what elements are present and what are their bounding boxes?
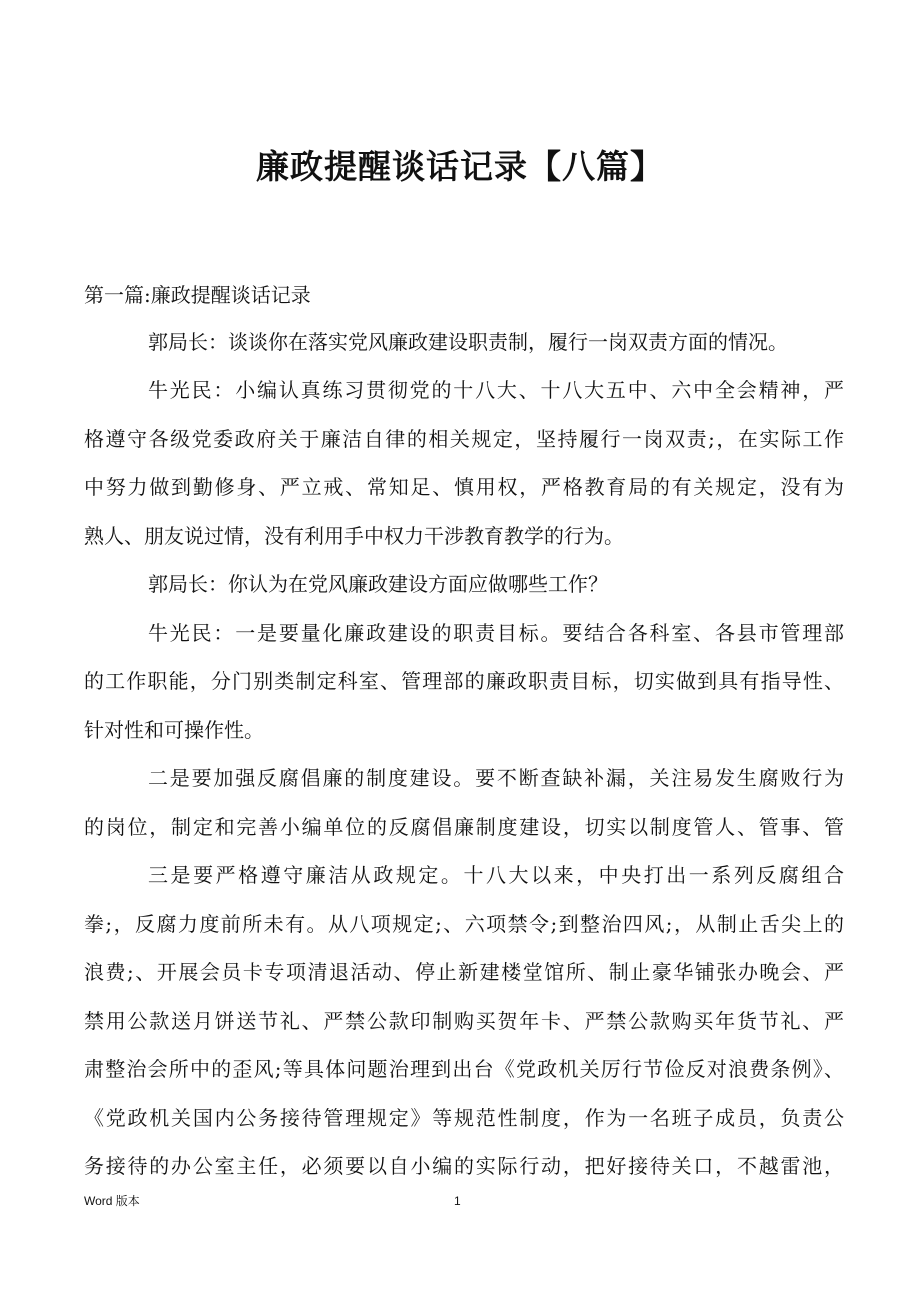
section-heading: 第一篇:廉政提醒谈话记录 bbox=[84, 283, 311, 307]
footer-label: Word 版本 bbox=[84, 1194, 140, 1208]
paragraph-line: 《党政机关国内公务接待管理规定》等规范性制度，作为一名班子成员，负责公 bbox=[84, 1106, 844, 1130]
paragraph-line: 肃整治会所中的歪风;等具体问题治理到出台《党政机关厉行节俭反对浪费条例》、 bbox=[84, 1057, 844, 1081]
paragraph-line: 务接待的办公室主任，必须要以自小编的实际行动，把好接待关口，不越雷池， bbox=[84, 1154, 844, 1178]
paragraph-line: 的岗位，制定和完善小编单位的反腐倡廉制度建设，切实以制度管人、管事、管 bbox=[84, 815, 844, 839]
paragraph-line: 针对性和可操作性。 bbox=[84, 718, 264, 742]
paragraph-line: 二是要加强反腐倡廉的制度建设。要不断查缺补漏，关注易发生腐败行为 bbox=[148, 766, 844, 790]
paragraph-line: 牛光民：小编认真练习贯彻党的十八大、十八大五中、六中全会精神，严 bbox=[148, 378, 844, 402]
paragraph-line: 格遵守各级党委政府关于廉洁自律的相关规定，坚持履行一岗双责;，在实际工作 bbox=[84, 427, 844, 451]
paragraph-line: 中努力做到勤修身、严立戒、常知足、慎用权，严格教育局的有关规定，没有为 bbox=[84, 475, 844, 499]
paragraph-line: 禁用公款送月饼送节礼、严禁公款印制购买贺年卡、严禁公款购买年货节礼、严 bbox=[84, 1009, 844, 1033]
paragraph-line: 郭局长：谈谈你在落实党风廉政建设职责制，履行一岗双责方面的情况。 bbox=[148, 330, 788, 354]
page-number: 1 bbox=[454, 1194, 461, 1208]
paragraph-line: 熟人、朋友说过情，没有利用手中权力干涉教育教学的行为。 bbox=[84, 524, 624, 548]
paragraph-line: 的工作职能，分门别类制定科室、管理部的廉政职责目标，切实做到具有指导性、 bbox=[84, 669, 844, 693]
paragraph-line: 牛光民：一是要量化廉政建设的职责目标。要结合各科室、各县市管理部 bbox=[148, 621, 844, 645]
paragraph-line: 郭局长：你认为在党风廉政建设方面应做哪些工作？ bbox=[148, 572, 608, 596]
paragraph-line: 三是要严格遵守廉洁从政规定。十八大以来，中央打出一系列反腐组合 bbox=[148, 863, 844, 887]
document-title: 廉政提醒谈话记录【八篇】 bbox=[256, 147, 664, 186]
paragraph-line: 浪费;、开展会员卡专项清退活动、停止新建楼堂馆所、制止豪华铺张办晚会、严 bbox=[84, 960, 844, 984]
paragraph-line: 拳;，反腐力度前所未有。从八项规定;、六项禁令;到整治四风;，从制止舌尖上的 bbox=[84, 912, 844, 936]
